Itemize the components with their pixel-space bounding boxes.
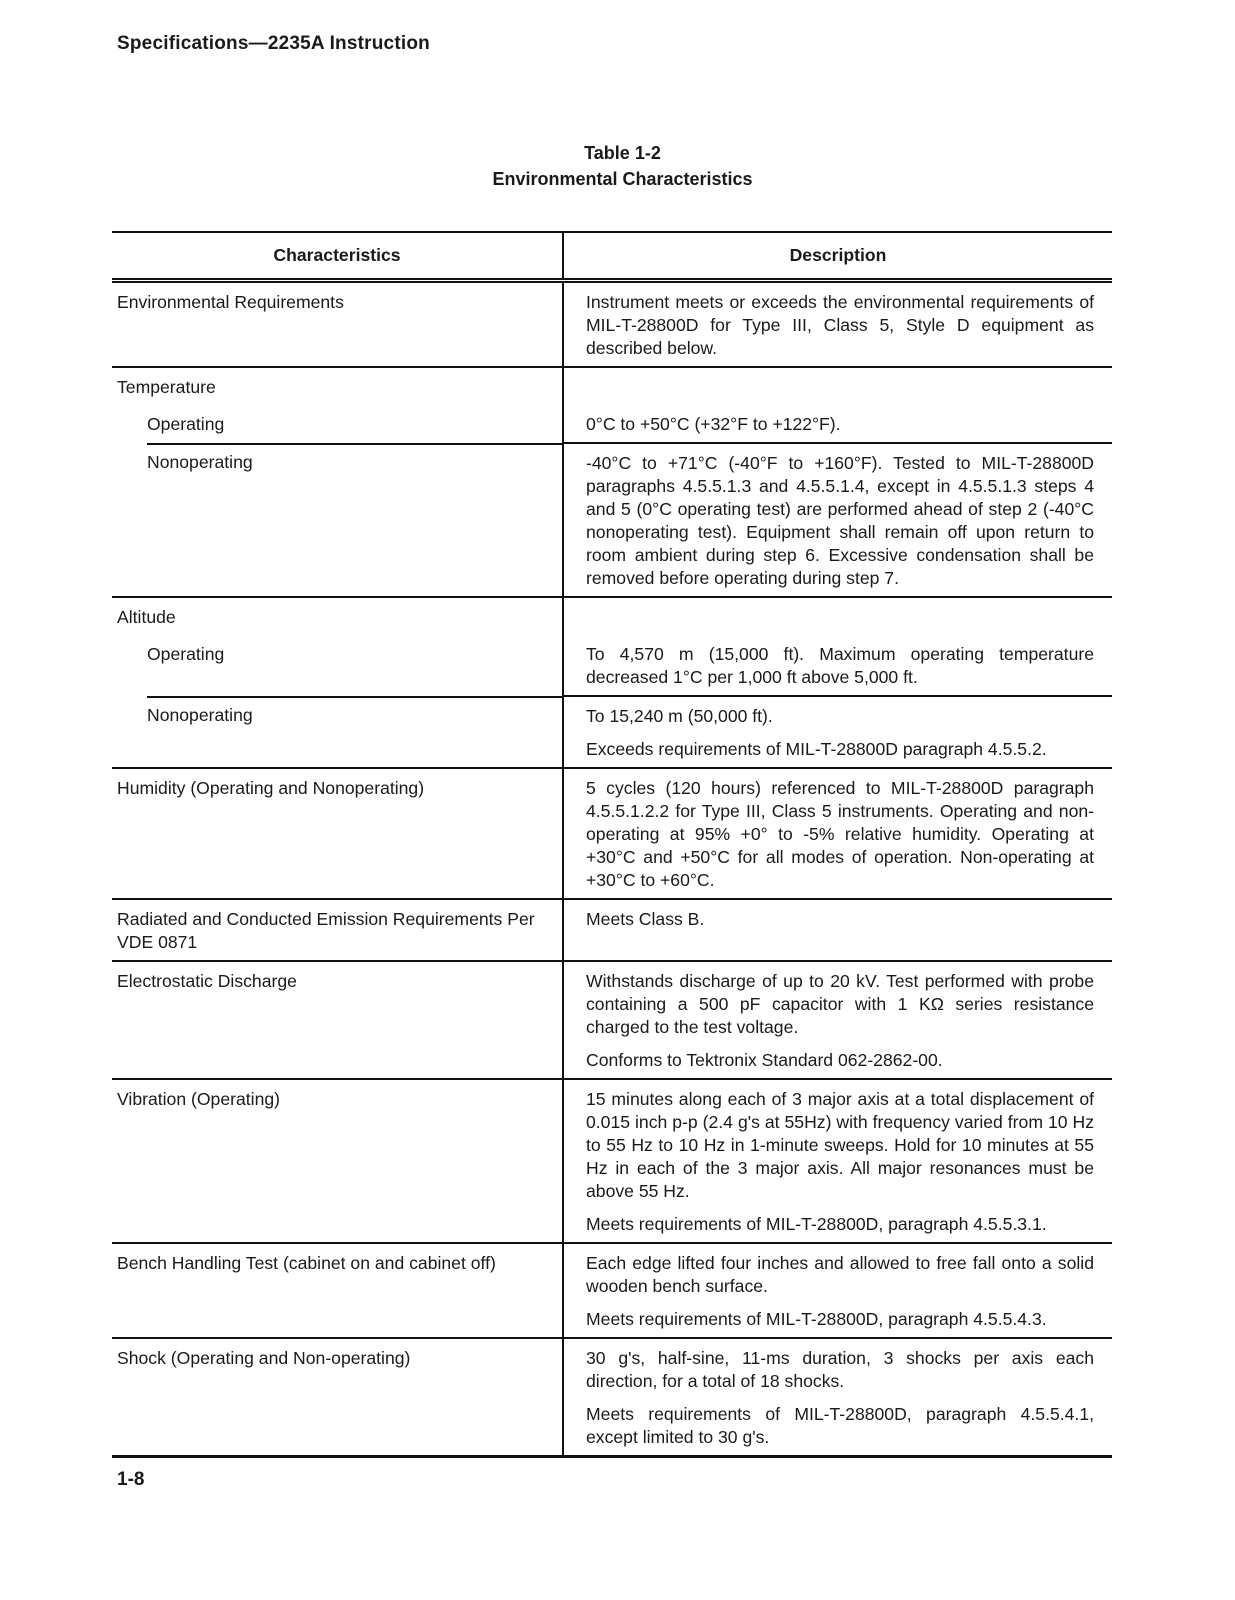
row-desc-esd: Withstands discharge of up to 20 kV. Test performed with probe containing a 500 pF capacitor with 1 KΩ series resistance charged to the test voltage. <box>586 971 1094 1037</box>
row-label-humidity: Humidity (Operating and Nonoperating) <box>112 768 563 899</box>
row-desc-temperature-nonoperating: -40°C to +71°C (-40°F to +160°F). Tested to MIL-T-28800D paragraphs 4.5.5.1.3 and 4.5.5.1.4, except in 4.5.5.1.3 steps 4 and 5 (0°C operating test) are performed ahead of step 2 (-40°C nonoperating test). Equipment shall remain off upon return to room ambient during step 6. Excessive condensation shall be removed before operating during step 7. <box>563 443 1112 597</box>
row-label-environmental-requirements: Environmental Requirements <box>112 281 563 368</box>
row-label-altitude-operating: Operating <box>112 635 563 696</box>
row-label-emission: Radiated and Conducted Emission Requirements Per VDE 0871 <box>112 899 563 961</box>
table-number: Table 1-2 <box>584 143 661 163</box>
table-row <box>112 443 1112 597</box>
table-row <box>112 1079 1112 1243</box>
table-row <box>112 1243 1112 1338</box>
table-row <box>112 597 1112 635</box>
row-label-altitude: Altitude <box>117 607 176 627</box>
table-row <box>112 1338 1112 1457</box>
row-label-esd: Electrostatic Discharge <box>112 961 563 1079</box>
row-desc-bench-handling-note: Meets requirements of MIL-T-28800D, paragraph 4.5.5.4.3. <box>586 1309 1047 1329</box>
row-label-temperature: Temperature <box>117 377 216 397</box>
row-label-temperature-operating: Operating <box>112 405 563 443</box>
row-desc-vibration-note: Meets requirements of MIL-T-28800D, paragraph 4.5.5.3.1. <box>586 1214 1047 1234</box>
row-desc-altitude-nonoperating: To 15,240 m (50,000 ft). <box>586 706 773 726</box>
table-header-row <box>112 232 1112 281</box>
running-header: Specifications—2235A Instruction <box>117 33 430 54</box>
row-label-shock: Shock (Operating and Non-operating) <box>112 1338 563 1457</box>
table-row <box>112 405 1112 443</box>
row-desc-altitude-nonoperating-note: Exceeds requirements of MIL-T-28800D paragraph 4.5.5.2. <box>586 739 1047 759</box>
row-label-bench-handling: Bench Handling Test (cabinet on and cabinet off) <box>112 1243 563 1338</box>
page-number: 1-8 <box>117 1469 145 1490</box>
row-desc-shock-note: Meets requirements of MIL-T-28800D, paragraph 4.5.5.4.1, except limited to 30 g's. <box>586 1404 1094 1447</box>
row-label-vibration: Vibration (Operating) <box>112 1079 563 1243</box>
column-header-description: Description <box>563 232 1112 281</box>
row-desc-temperature-operating: 0°C to +50°C (+32°F to +122°F). <box>563 405 1112 443</box>
table-row <box>112 899 1112 961</box>
table-row <box>112 635 1112 696</box>
table-title <box>0 140 1235 192</box>
environmental-characteristics-table <box>112 231 1112 1458</box>
row-label-altitude-nonoperating: Nonoperating <box>112 696 563 768</box>
row-label-temperature-nonoperating: Nonoperating <box>112 443 563 597</box>
row-desc-altitude-operating: To 4,570 m (15,000 ft). Maximum operating temperature decreased 1°C per 1,000 ft above 5,000 ft. <box>563 635 1112 696</box>
table-row <box>112 281 1112 368</box>
table-row <box>112 696 1112 768</box>
table-name: Environmental Characteristics <box>492 169 753 189</box>
row-desc-bench-handling: Each edge lifted four inches and allowed to free fall onto a solid wooden bench surface. <box>586 1253 1094 1296</box>
row-desc-vibration: 15 minutes along each of 3 major axis at a total displacement of 0.015 inch p-p (2.4 g's at 55Hz) with frequency varied from 10 Hz to 55 Hz to 10 Hz in 1-minute sweeps. Hold for 10 minutes at 55 Hz in each of the 3 major axis. All major resonances must be above 55 Hz. <box>586 1089 1094 1201</box>
table-row <box>112 367 1112 405</box>
table-row <box>112 768 1112 899</box>
table-row <box>112 961 1112 1079</box>
column-header-characteristics: Characteristics <box>112 232 563 281</box>
row-desc-shock: 30 g's, half-sine, 11-ms duration, 3 shocks per axis each direction, for a total of 18 shocks. <box>586 1348 1094 1391</box>
row-desc-esd-note: Conforms to Tektronix Standard 062-2862-00. <box>586 1050 943 1070</box>
row-desc-emission: Meets Class B. <box>563 899 1112 961</box>
row-desc-humidity: 5 cycles (120 hours) referenced to MIL-T-28800D paragraph 4.5.5.1.2.2 for Type III, Class 5 instruments. Operating and non-operating at 95% +0° to -5% relative humidity. Operating at +30°C and +50°C for all modes of operation. Non-operating at +30°C to +60°C. <box>563 768 1112 899</box>
row-desc-environmental-requirements: Instrument meets or exceeds the environmental requirements of MIL-T-28800D for Type III, Class 5, Style D equipment as described below. <box>563 281 1112 368</box>
